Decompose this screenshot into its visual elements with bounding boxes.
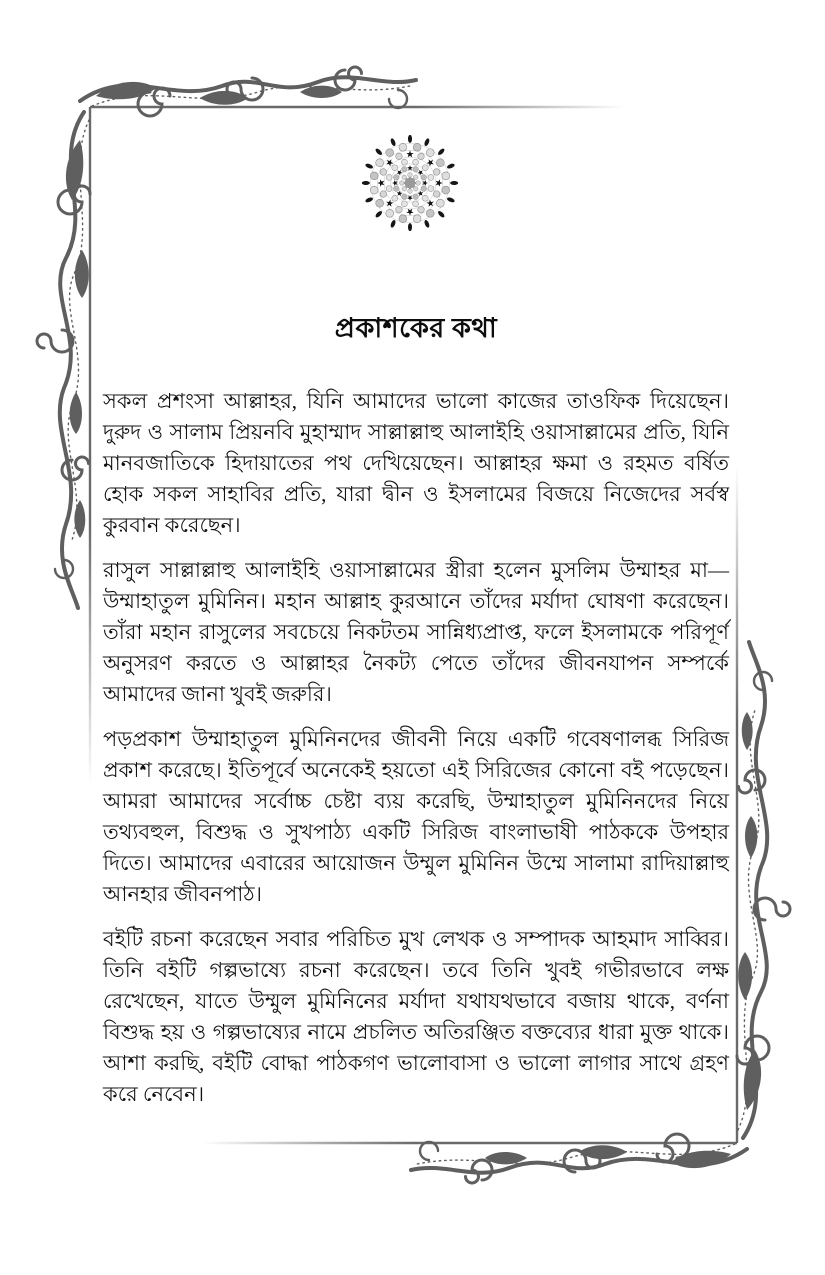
- paragraph-2: রাসুল সাল্লাল্লাহু আলাইহি ওয়াসাল্লামের স্ত্রীরা হলেন মুসলিম উম্মাহর মা—উম্মাহাতুল মুমিনিন। মহান আল্লাহ কুরআনে তাঁদের মর্যাদা ঘোষণা করেছেন। তাঁরা মহান রাসুলের সবচেয়ে নিকটতম সান্নিধ্যপ্রাপ্ত, ফলে ইসলামকে পরিপূর্ণ অনুসরণ করতে ও আল্লাহর নৈকট্য পেতে তাঁদের জীবনযাপন সম্পর্কে আমাদের জানা খুবই জরুরি।: [103, 558, 729, 706]
- paragraph-1: সকল প্রশংসা আল্লাহর, যিনি আমাদের ভালো কাজের তাওফিক দিয়েছেন। দুরুদ ও সালাম প্রিয়নবি মুহাম্মাদ সাল্লাল্লাহু আলাইহি ওয়াসাল্লামের প্রতি, যিনি মানবজাতিকে হিদায়াতের পথ দেখিয়েছেন। আল্লাহর ক্ষমা ও রহমত বর্ষিত হোক সকল সাহাবির প্রতি, যারা দ্বীন ও ইসলামের বিজয়ে নিজেদের সর্বস্ব কুরবান করেছেন।: [103, 389, 729, 537]
- paragraph-3: পড়প্রকাশ উম্মাহাতুল মুমিনিনদের জীবনী নিয়ে একটি গবেষণালব্ধ সিরিজ প্রকাশ করেছে। ইতিপূর্বে অনেকেই হয়তো এই সিরিজের কোনো বই পড়েছেন। আমরা আমাদের সর্বোচ্চ চেষ্টা ব্যয় করেছি, উম্মাহাতুল মুমিনিনদের নিয়ে তথ্যবহুল, বিশুদ্ধ ও সুখপাঠ্য একটি সিরিজ বাংলাভাষী পাঠককে উপহার দিতে। আমাদের এবারের আয়োজন উম্মুল মুমিনিন উম্মে সালামা রাদিয়াল্লাহু আনহার জীবনপাঠ।: [103, 727, 729, 906]
- page-title: প্রকাশকের কথা: [334, 313, 498, 343]
- body-text: [103, 386, 729, 1124]
- paragraph-4: বইটি রচনা করেছেন সবার পরিচিত মুখ লেখক ও সম্পাদক আহমাদ সাব্বির। তিনি বইটি গল্পভাষ্যে রচনা করেছেন। তবে তিনি খুবই গভীরভাবে লক্ষ রেখেছেন, যাতে উম্মুল মুমিনিনের মর্যাদা যথাযথভাবে বজায় থাকে, বর্ণনা বিশুদ্ধ হয় ও গল্পভাষ্যের নামে প্রচলিত অতিরঞ্জিত বক্তব্যের ধারা মুক্ত থাকে। আশা করছি, বইটি বোদ্ধা পাঠকগণ ভালোবাসা ও ভালো লাগার সাথে গ্রহণ করে নেবেন।: [103, 927, 729, 1106]
- mandala-ornament-icon: [362, 135, 458, 231]
